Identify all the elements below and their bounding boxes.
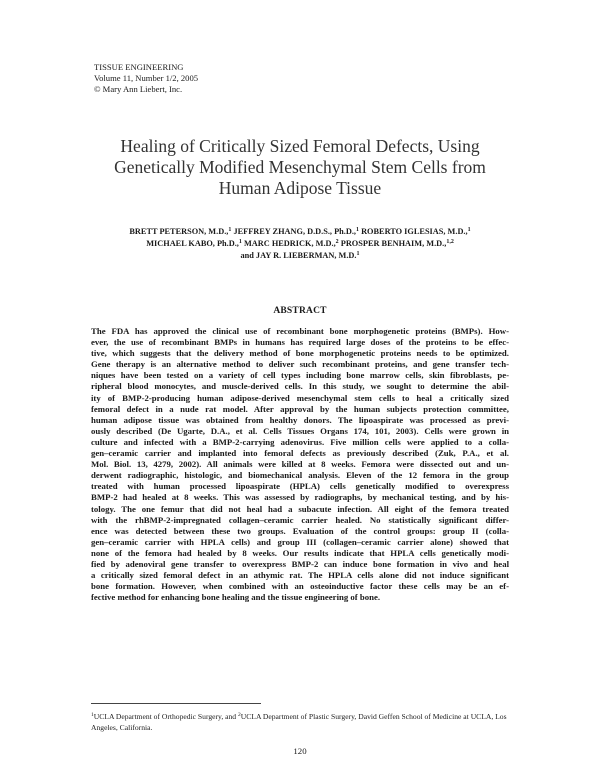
abstract-line: ously described (De Ugarte, D.A., et al. Cells Tissues Organs 174, 101, 2003). Cells were grown in xyxy=(91,425,509,436)
abstract-line: ity of BMP-2-producing human adipose-derived mesenchymal stem cells to heal a critically sized xyxy=(91,392,509,403)
abstract-line: fied by adenoviral gene transfer to overexpress BMP-2 can induce bone formation in vivo and heal xyxy=(91,558,509,569)
page-number: 120 xyxy=(293,746,307,756)
title-line: Human Adipose Tissue xyxy=(218,178,382,198)
abstract-line: Gene therapy is an alternative method to deliver such recombinant proteins, and gene transfer tech- xyxy=(91,359,509,370)
author-list xyxy=(70,226,530,262)
abstract-line: BMP-2 had healed at 8 weeks. This was assessed by radiographs, by mechanical testing, and by his- xyxy=(91,492,509,503)
abstract-line: culture and infected with a BMP-2-carrying adenovirus. Five million cells were applied to a colla- xyxy=(91,436,509,447)
author-line xyxy=(70,250,530,262)
abstract-line: niques have been tested on a variety of cell types including bone marrow cells, skin fibroblasts, pe- xyxy=(91,370,509,381)
author-affiliation: 1 xyxy=(355,227,359,233)
author-name: MICHAEL KABO, Ph.D., xyxy=(146,239,239,248)
abstract-heading: ABSTRACT xyxy=(273,306,327,316)
author-line xyxy=(70,226,530,238)
journal-copyright: © Mary Ann Liebert, Inc. xyxy=(94,84,183,94)
abstract-line: none of the femora had healed by 8 weeks. Our results indicate that HPLA cells genetically modi- xyxy=(91,547,509,558)
abstract-line: femoral defect in a nude rat model. After approval by the human subjects protection committee, xyxy=(91,403,509,414)
author-affiliation: 1,2 xyxy=(446,239,454,245)
abstract-body xyxy=(91,326,509,603)
abstract-line: tology. The one femur that did not heal had a subacute infection. All eight of the femora treated xyxy=(91,503,509,514)
abstract-line: derwent radiographic, histologic, and biomechanical analysis. Eleven of the 12 femora in the group xyxy=(91,470,509,481)
footnote-marker: 1 xyxy=(91,712,94,718)
abstract-line: gen–ceramic carrier with HPLA cells) and group III (collagen–ceramic carrier alone) showed that xyxy=(91,536,509,547)
author-affiliation: 1 xyxy=(228,227,232,233)
abstract-line: ripheral blood monocytes, and muscle-derived cells. In this study, we sought to determine the abil- xyxy=(91,381,509,392)
author-affiliation: 1 xyxy=(356,251,360,257)
abstract-line: bone formation. However, when combined with an osteoinductive factor these cells may be an ef- xyxy=(91,581,509,592)
abstract-line: gen–ceramic carrier and implanted into femoral defects as previously described (Zuk, P.A., et al. xyxy=(91,448,509,459)
abstract-line: fective method for enhancing bone healing and the tissue engineering of bone. xyxy=(91,592,381,603)
footnote-text: UCLA Department of Orthopedic Surgery, and xyxy=(93,712,238,721)
author-name: ROBERTO IGLESIAS, M.D., xyxy=(361,227,468,236)
abstract-line: treated with human processed lipoaspirate (HPLA) cells genetically modified to overexpress xyxy=(91,481,509,492)
abstract-line: tive, which suggests that the delivery method of bone morphogenetic proteins needs to be optimized. xyxy=(91,348,509,359)
affiliation-footnote xyxy=(91,712,511,733)
abstract-line: a critically sized femoral defect in an athymic rat. The HPLA cells alone did not induce significant xyxy=(91,570,509,581)
author-line xyxy=(70,238,530,250)
abstract-line: human adipose tissue was obtained from healthy donors. The lipoaspirate was processed as previ- xyxy=(91,414,509,425)
abstract-line: The FDA has approved the clinical use of recombinant bone morphogenetic proteins (BMPs). How- xyxy=(91,326,509,336)
author-name: MARC HEDRICK, M.D., xyxy=(243,239,336,248)
footnote-text: UCLA Department of Plastic Surgery, David Geffen School of Medicine at UCLA, Los Angeles, California. xyxy=(91,712,507,732)
author-name: PROSPER BENHAIM, M.D., xyxy=(340,239,447,248)
author-affiliation: 2 xyxy=(335,239,339,245)
abstract-line: with the rhBMP-2-impregnated collagen–ceramic carrier healed. No statistically significant differ- xyxy=(91,514,509,525)
abstract-line: ever, the use of recombinant BMPs in humans has required large doses of the proteins to be effec- xyxy=(91,337,509,348)
footnote-divider xyxy=(91,703,261,704)
title-line: Genetically Modified Mesenchymal Stem Cells from xyxy=(114,157,486,177)
article-title xyxy=(60,136,540,199)
journal-name: TISSUE ENGINEERING xyxy=(94,62,184,72)
author-affiliation: 1 xyxy=(238,239,242,245)
journal-volume: Volume 11, Number 1/2, 2005 xyxy=(94,73,199,83)
author-name: JEFFREY ZHANG, D.D.S., Ph.D., xyxy=(233,227,356,236)
abstract-line: ence was detected between these two groups. Evaluation of the control groups: group II (colla- xyxy=(91,525,509,536)
author-affiliation: 1 xyxy=(467,227,471,233)
author-name: and JAY R. LIEBERMAN, M.D. xyxy=(240,251,357,260)
journal-info xyxy=(94,62,198,95)
title-line: Healing of Critically Sized Femoral Defects, Using xyxy=(120,136,480,156)
footnote-marker: 2 xyxy=(238,712,241,718)
author-name: BRETT PETERSON, M.D., xyxy=(129,227,229,236)
abstract-line: Mol. Biol. 13, 4279, 2002). All animals were killed at 8 weeks. Femora were dissected out and un- xyxy=(91,459,509,470)
